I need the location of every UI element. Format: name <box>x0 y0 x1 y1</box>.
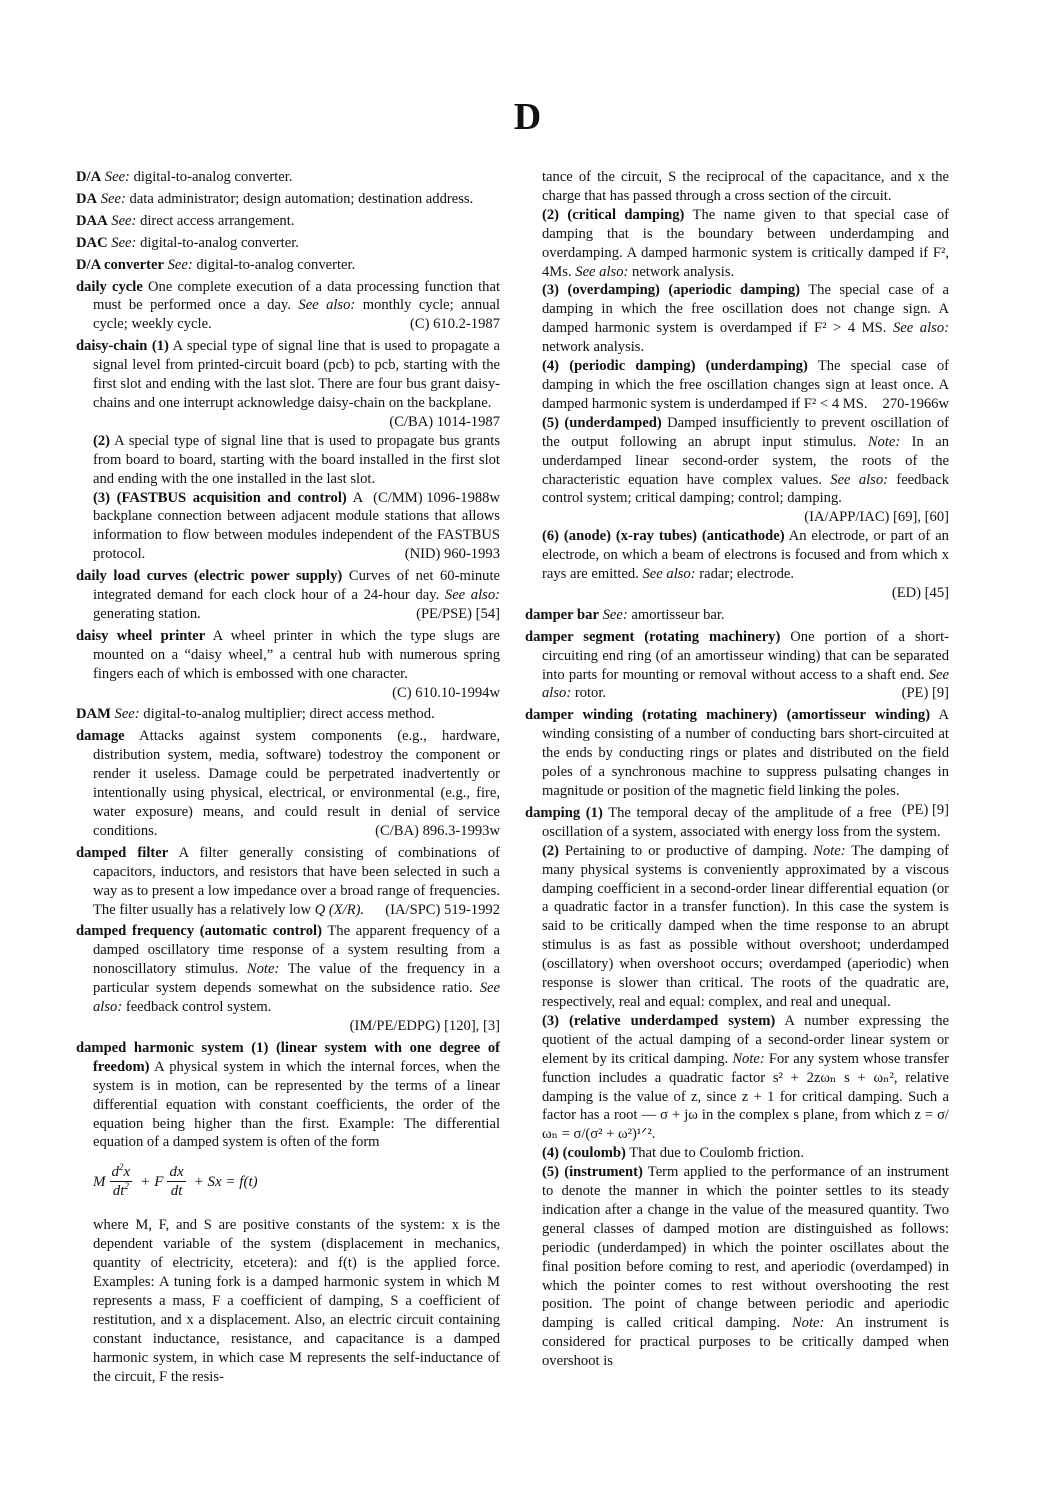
entry-damped-filter: damped filter A filter generally consisting of combinations of capacitors, inductors, and resistors that have been selected in such a way as to present a low impedance over a broad range of frequencies. The filter usually has a relatively low Q (X/R). (IA/SPC) 519-1992 <box>76 844 501 918</box>
reference: (IM/PE/EDPG) [120], [3] <box>349 1017 500 1034</box>
damped-harmonic-continuation: where M, F, and S are positive constants of the system: x is the dependent variable of the system (displacement in mechanics, quantity of electricity, etcetera): and f(t) is the applied force. Examples: A tuning fork is a damped harmonic system in which M represents a mass, F a coefficient of damping, S a coefficient of restitution, and x a displacement. Also, an electric circuit containing constant inductance, resistance, and capacitance is a damped harmonic system, in which case M represents the self-inductance of the circuit, F the resis- <box>93 1217 500 1385</box>
sub-entry-periodic-damping: (4) (periodic damping) (underdamping) The special case of damping in which the free oscillation changes sign at least once. A damped harmonic system is underdamped if F² < 4 MS. 270-1966w <box>542 358 950 412</box>
right-column <box>525 168 949 1371</box>
sub-entry-relative-underdamped: (3) (relative underdamped system) A number expressing the quotient of the actual damping of a second-order linear system or element by its critical damping. Note: For any system whose transfer function includes a quadratic factor s² + 2zωₙ s + ωₙ², relative damping is the value of z, since z + 1 for critical damping. Such a factor has a root — σ + jω in the complex s plane, from which z = σ/ωₙ = σ/(σ² + ω²)¹ᐟ². <box>542 1012 949 1143</box>
entry-daisy-wheel-printer: daisy wheel printer A wheel printer in which the type slugs are mounted on a “daisy wheel,” a central hub with numerous spring fingers each of which is embossed with one character. <box>76 627 500 682</box>
damped-system-equation: M $\frac{d^2x}{dt^2}$ + F $\frac{dx}{dt}$ + Sx = f(t) <box>93 1162 258 1200</box>
sub-entry-instrument: (5) (instrument) Term applied to the performance of an instrument to denote the manner in which the pointer settles to its steady indication after a change in the value of the measured quantity. Two general classes of damped motion are distinguished as follows: periodic (underdamped) in which the pointer oscillates about the final position before coming to rest, and aperiodic (overdamped) in which the pointer comes to rest without overshooting the rest position. The point of change between periodic and aperiodic damping is called critical damping. Note: An instrument is considered for practical purposes to be critically damped when overshoot is <box>542 1164 950 1370</box>
damped-harmonic-continuation-2: tance of the circuit, S the reciprocal of the capacitance, and x the charge that has passed through a cross section of the circuit. <box>542 169 949 204</box>
reference: (IA/APP/IAC) [69], [60] <box>804 509 949 526</box>
fraction-dx-dt: $\frac{dx}{dt}$ <box>169 1164 184 1200</box>
section-letter: D <box>513 96 542 138</box>
entry-da: DA See: data administrator; design automation; destination address. <box>76 190 474 207</box>
sub-entry-damping-2: (2) Pertaining to or productive of damping. Note: The damping of many physical systems is conveniently approximated by a viscous damping coefficient in a second-order linear differential equation (or a quadratic factor in a transfer function). In this case the system is said to be critically damped when the time response to an abrupt stimulus is as fast as possible without overshoot; underdamped (oscillatory) when overshoot occurs; overdamped (aperiodic) when response is slower than critical. The roots of the quadratic are, respectively, real and equal: complex, and real and unequal. <box>542 842 949 1010</box>
entry-damping: damping (1) The temporal decay of the amplitude of a free oscillation of a system, associated with energy loss from the system. <box>525 804 941 840</box>
fraction-d2x-dt2: $\frac{d^2x}{dt^2}$ <box>111 1162 131 1200</box>
entry-damper-segment: damper segment (rotating machinery) One portion of a short-circuiting end ring (of an amortisseur winding) that can be separated into parts for mounting or removal without access to a shaft end. See also: rotor. (PE) [9] <box>525 628 949 702</box>
entry-da-converter: D/A converter See: digital-to-analog converter. <box>76 256 356 273</box>
entry-damped-harmonic-system: damped harmonic system (1) (linear system with one degree of freedom) A physical system in which the internal forces, when the system is in motion, can be represented by the terms of a linear differential equation with constant coefficients, the order of the equation being higher than the first. Example: The differential equation of a damped system is often of the form <box>76 1039 500 1151</box>
sub-entry-critical-damping: (2) (critical damping) The name given to that special case of damping that is the boundary between underdamping and overdamping. A damped harmonic system is critically damped if F², 4Ms. See also: network analysis. <box>542 206 949 280</box>
entry-daisy-chain: daisy-chain (1) A special type of signal line that is used to propagate a signal level from printed-circuit board (pcb) to pcb, starting with the first slot and ending with the last slot. There are four bus grant daisy-chains and one interrupt acknowledge daisy-chain on the backplane. <box>76 338 501 411</box>
left-column <box>76 168 500 1386</box>
entry-damper-bar: damper bar See: amortisseur bar. <box>525 606 725 623</box>
reference: (C/BA) 1014-1987 <box>389 413 500 430</box>
sub-entry-anode: (6) (anode) (x-ray tubes) (anticathode) An electrode, or part of an electrode, on which a beam of electrons is focused and from which x rays are emitted. See also: radar; electrode. <box>542 528 949 583</box>
sub-entry-underdamped: (5) (underdamped) Damped insufficiently to prevent oscillation of the output following an abrupt input stimulus. Note: In an underdamped linear second-order system, the roots of the characteristic equation have complex values. See also: feedback control system; critical damping; control; damping. <box>542 414 950 507</box>
entry-daa: DAA See: direct access arrangement. <box>76 212 295 229</box>
sub-entry: (3) (FASTBUS acquisition and control) A backplane connection between adjacent module stations that allows information to flow between modules independent of the FASTBUS protocol. (NID) 960-1993 <box>93 489 500 563</box>
entry-da-slash: D/A See: digital-to-analog converter. <box>76 169 293 185</box>
sub-entry-coulomb: (4) (coulomb) That due to Coulomb friction. <box>542 1145 804 1162</box>
entry-dam: DAM See: digital-to-analog multiplier; direct access method. <box>76 706 435 723</box>
reference: (C) 610.10-1994w <box>392 684 500 701</box>
entry-damage: damage Attacks against system components (e.g., hardware, distribution system, media, software) todestroy the component or render it useless. Damage could be perpetrated inadvertently or intentionally using physical, electrical, or environmental (e.g., fire, water exposure) means, and could result in denial of service conditions. (C/BA) 896.3-1993w <box>76 728 500 839</box>
entry-dac: DAC See: digital-to-analog converter. <box>76 234 299 251</box>
sub-entry: (2) A special type of signal line that is used to propagate bus grants from board to board, starting with the board installed in the first slot and ending with the one installed in the last slot. (C/MM) 1096-1988w <box>93 432 501 506</box>
entry-daily-load-curves: daily load curves (electric power supply) Curves of net 60-minute integrated demand for each clock hour of a 24-hour day. See also: generating station. (PE/PSE) [54] <box>76 568 500 622</box>
entry-damped-frequency: damped frequency (automatic control) The apparent frequency of a damped oscillatory time response of a system resulting from a nonoscillatory stimulus. Note: The value of the frequency in a particular system depends somewhat on the subsidence ratio. See also: feedback control system. <box>76 923 500 1016</box>
sub-entry-overdamping: (3) (overdamping) (aperiodic damping) The special case of a damping in which the free oscillation does not change sign. A damped harmonic system is overdamped if F² > 4 MS. See also: network analysis. <box>542 282 949 356</box>
entry-daily-cycle: daily cycle One complete execution of a data processing function that must be performed once a day. See also: monthly cycle; annual cycle; weekly cycle. (C) 610.2-1987 <box>76 278 501 333</box>
entry-damper-winding: damper winding (rotating machinery) (amortisseur winding) A winding consisting of a number of conducting bars short-circuited at the ends by conducting rings or plates and distributed on the field poles of a synchronous machine to suppress pulsating changes in magnitude or position of the magnetic field linking the poles. (PE) [9] <box>525 707 949 818</box>
reference: (ED) [45] <box>891 584 949 601</box>
